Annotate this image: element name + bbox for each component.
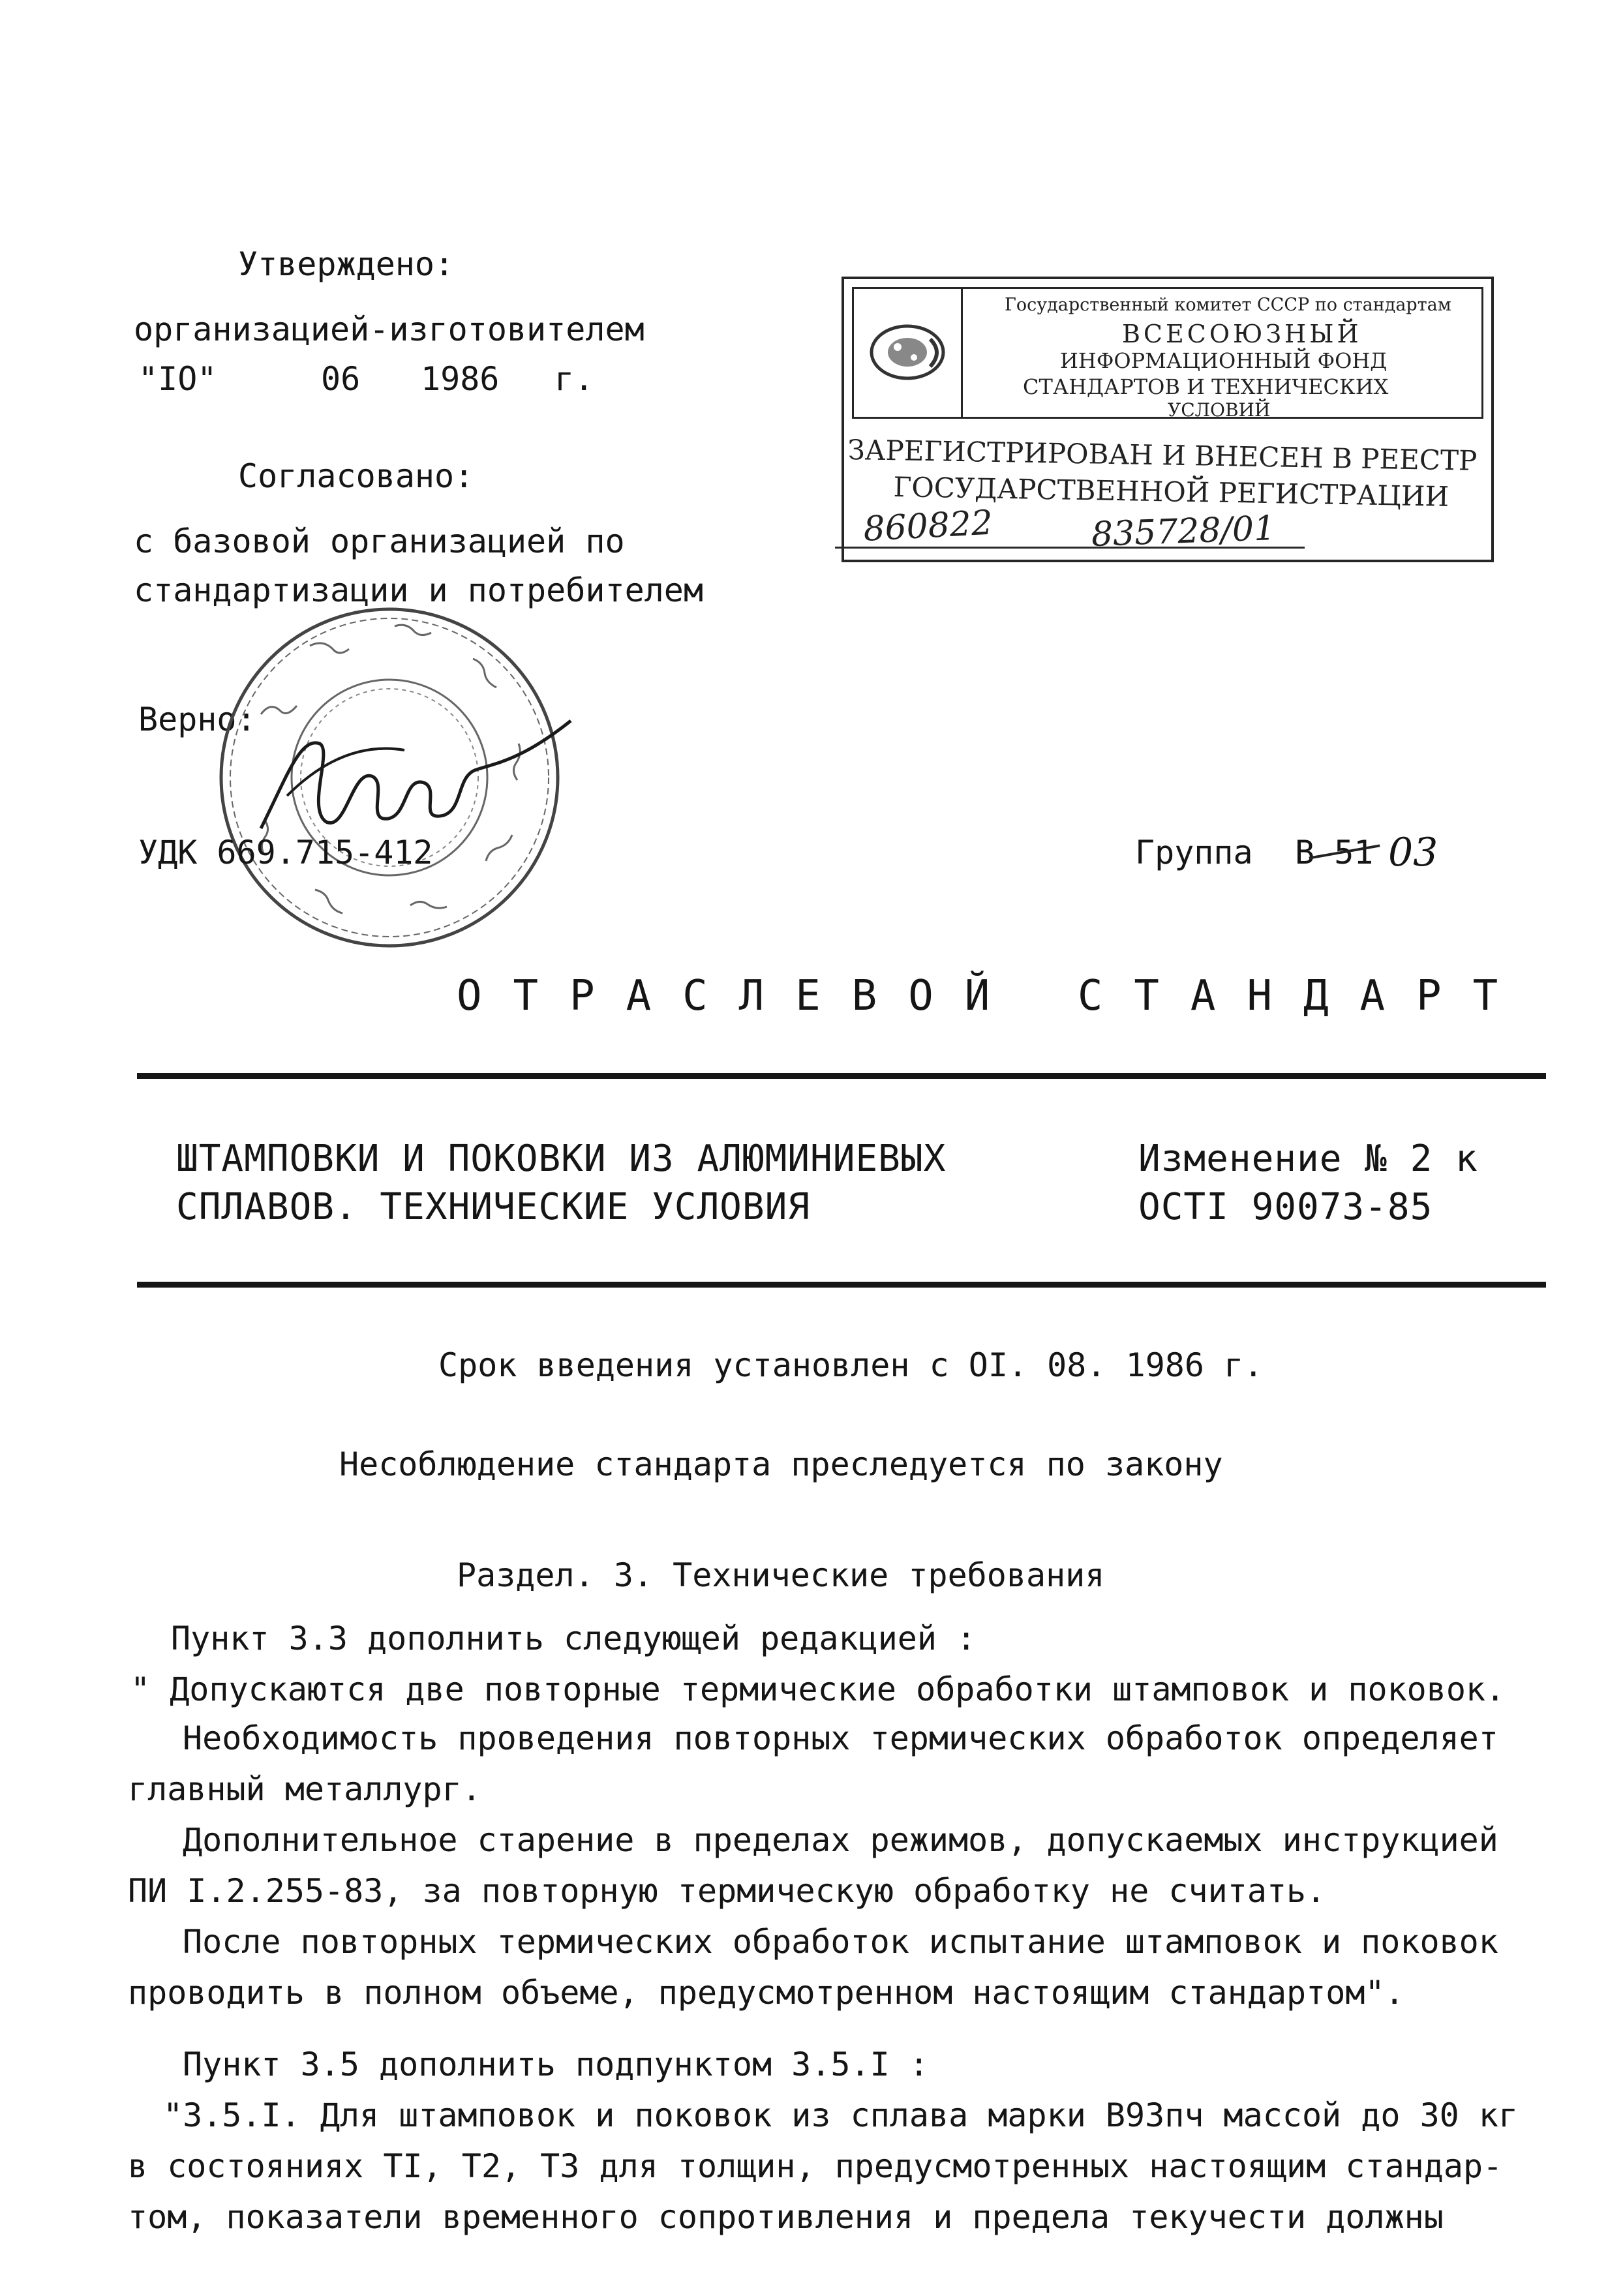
- title-line-1: ШТАМПОВКИ И ПОКОВКИ ИЗ АЛЮМИНИЕВЫХ: [176, 1138, 947, 1180]
- body-line: После повторных термических обработок испытание штамповок и поковок: [183, 1923, 1498, 1961]
- verified-label: Верно:: [138, 701, 256, 738]
- approved-label: Утверждено:: [238, 245, 455, 283]
- body-line: Необходимость проведения повторных термических обработок определяет: [183, 1719, 1498, 1757]
- approval-date-month: 06: [321, 360, 361, 398]
- approval-date-day: "IO": [138, 360, 217, 398]
- title-line-2: СПЛАВОВ. ТЕХНИЧЕСКИЕ УСЛОВИЯ: [176, 1186, 811, 1228]
- stamp-reg-number: 835728/01: [1091, 509, 1277, 554]
- body-line: главный металлург.: [128, 1770, 481, 1808]
- change-line-2: ОСТI 90073-85: [1138, 1186, 1433, 1228]
- agreed-line-1: с базовой организацией по: [134, 522, 625, 560]
- section-title: Раздел. 3. Технические требования: [457, 1556, 1105, 1594]
- header-rule-top: [137, 1073, 1546, 1079]
- agreed-line-2: стандартизации и потребителем: [134, 571, 703, 609]
- udk: УДК 669.715-412: [138, 834, 433, 871]
- approval-date-year: 1986: [421, 360, 500, 398]
- effective-date: Срок введения установлен с OI. 08. 1986 г.: [438, 1346, 1264, 1384]
- group-label: Группа: [1135, 834, 1253, 871]
- stamp-fund-line-4: УСЛОВИЙ: [1168, 399, 1271, 421]
- emblem-frame: [852, 287, 963, 419]
- group-value: В 51: [1295, 834, 1374, 871]
- header-rule-bottom: [137, 1282, 1546, 1288]
- approval-date-suffix: г.: [554, 360, 594, 398]
- stamp-reg-date: 860822: [862, 503, 994, 549]
- body-line: Пункт 3.3 дополнить следующей редакцией :: [171, 1620, 977, 1657]
- approved-by: организацией-изготовителем: [134, 310, 645, 348]
- body-line: ПИ I.2.255-83, за повторную термическую обработку не считать.: [128, 1872, 1326, 1910]
- standard-type: ОТРАСЛЕВОЙ СТАНДАРТ: [457, 972, 1530, 1020]
- stamp-registered-line-2: ГОСУДАРСТВЕННОЙ РЕГИСТРАЦИИ: [893, 471, 1449, 513]
- emblem-icon: [852, 287, 963, 419]
- stamp-registered-line-1: ЗАРЕГИСТРИРОВАН И ВНЕСЕН В РЕЕСТР: [847, 434, 1478, 477]
- law-notice: Несоблюдение стандарта преследуется по закону: [339, 1445, 1223, 1483]
- body-line: в состояниях ТI, Т2, Т3 для толщин, предусмотренных настоящим стандар-: [128, 2147, 1503, 2185]
- change-line-1: Изменение № 2 к: [1138, 1138, 1478, 1180]
- body-line: "3.5.I. Для штамповок и поковок из сплава марки В93пч массой до 30 кг: [163, 2096, 1519, 2134]
- body-line: проводить в полном объеме, предусмотренном настоящим стандартом".: [128, 1974, 1404, 2012]
- body-line: Дополнительное старение в пределах режимов, допускаемых инструкцией: [183, 1821, 1498, 1859]
- stamp-fund-line-2: ИНФОРМАЦИОННЫЙ ФОНД: [1060, 348, 1388, 373]
- signature: [248, 698, 574, 854]
- body-line: том, показатели временного сопротивления и предела текучести должны: [128, 2198, 1444, 2236]
- stamp-fund-line-1: ВСЕСОЮЗНЫЙ: [1122, 320, 1362, 348]
- agreed-label: Согласовано:: [238, 457, 474, 495]
- stamp-committee: Государственный комитет СССР по стандартам: [1005, 295, 1451, 315]
- body-line: " Допускаются две повторные термические обработки штамповок и поковок.: [130, 1670, 1506, 1708]
- body-line: Пункт 3.5 дополнить подпунктом 3.5.I :: [183, 2046, 929, 2083]
- stamp-fund-line-3: СТАНДАРТОВ И ТЕХНИЧЕСКИХ: [1023, 374, 1389, 399]
- group-handwritten: 03: [1388, 830, 1438, 875]
